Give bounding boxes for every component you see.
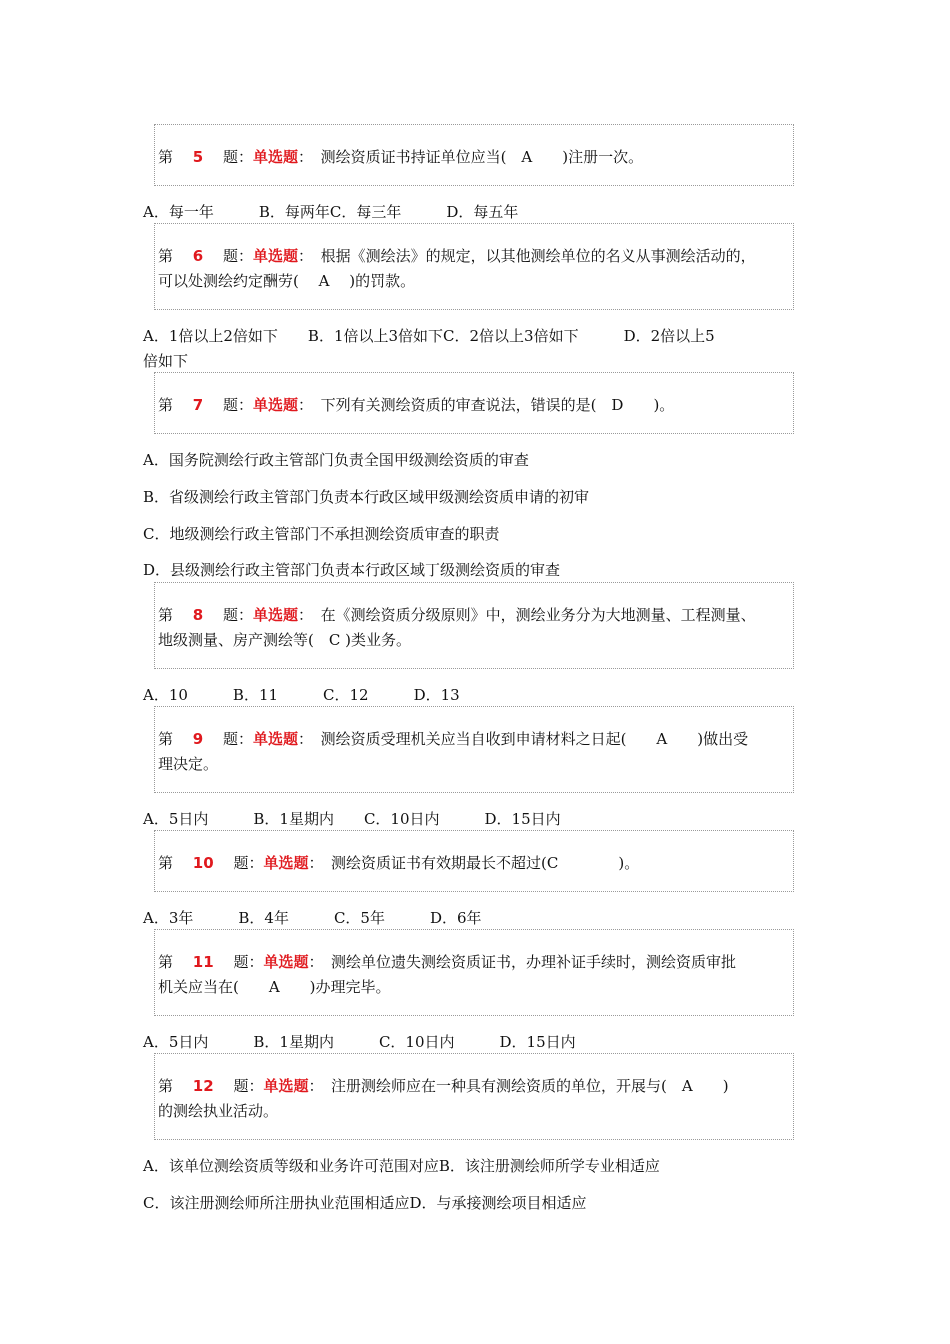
options-line: D．县级测绘行政主管部门负责本行政区域丁级测绘资质的审查 bbox=[143, 561, 561, 579]
question-prefix: 第 bbox=[158, 396, 174, 414]
question-suffix: 题： bbox=[233, 953, 264, 971]
question-text: 测绘资质证书有效期最长不超过(C )。 bbox=[331, 854, 640, 872]
question-suffix: 题： bbox=[223, 606, 254, 624]
question-box-11 bbox=[154, 929, 794, 1016]
question-suffix: 题： bbox=[223, 396, 254, 414]
question-text: 地级测量、房产测绘等( C )类业务。 bbox=[158, 631, 411, 649]
question-box-9 bbox=[154, 706, 794, 793]
options-line: A．每一年 B．每两年C．每三年 D．每五年 bbox=[143, 203, 519, 221]
question-text: 测绘资质证书持证单位应当( A )注册一次。 bbox=[320, 148, 644, 166]
options-line: A．该单位测绘资质等级和业务许可范围对应B．该注册测绘师所学专业相适应 bbox=[143, 1157, 660, 1175]
question-suffix: 题： bbox=[233, 854, 264, 872]
options-line: C．该注册测绘师所注册执业范围相适应D．与承接测绘项目相适应 bbox=[143, 1194, 587, 1212]
question-box-7 bbox=[154, 372, 794, 434]
question-number: 8 bbox=[192, 606, 204, 624]
question-prefix: 第 bbox=[158, 953, 174, 971]
question-box-10 bbox=[154, 830, 794, 892]
options-line: A．5日内 B．1星期内 C．10日内 D．15日内 bbox=[143, 1033, 576, 1051]
question-suffix: 题： bbox=[223, 247, 254, 265]
options-line: A．5日内 B．1星期内 C．10日内 D．15日内 bbox=[143, 810, 561, 828]
question-box-8 bbox=[154, 582, 794, 669]
question-colon: ： bbox=[308, 953, 316, 971]
question-suffix: 题： bbox=[223, 148, 254, 166]
question-text: 可以处测绘约定酬劳( A )的罚款。 bbox=[158, 272, 416, 290]
question-number: 9 bbox=[192, 730, 204, 748]
question-box-12 bbox=[154, 1053, 794, 1140]
question-type: 单选题 bbox=[253, 396, 299, 414]
question-colon: ： bbox=[298, 730, 306, 748]
options-line: A．1倍以上2倍如下 B．1倍以上3倍如下C．2倍以上3倍如下 D．2倍以上5 bbox=[143, 327, 715, 345]
question-prefix: 第 bbox=[158, 1077, 174, 1095]
question-box-5 bbox=[154, 124, 794, 186]
question-number: 6 bbox=[192, 247, 204, 265]
question-text: 在《测绘资质分级原则》中，测绘业务分为大地测量、工程测量、 bbox=[320, 606, 756, 624]
question-suffix: 题： bbox=[223, 730, 254, 748]
question-type: 单选题 bbox=[253, 730, 299, 748]
question-text: 理决定。 bbox=[158, 755, 219, 773]
question-number: 11 bbox=[192, 953, 214, 971]
question-text: 测绘单位遗失测绘资质证书，办理补证手续时，测绘资质审批 bbox=[331, 953, 737, 971]
question-text: 测绘资质受理机关应当自收到申请材料之日起( A )做出受 bbox=[320, 730, 749, 748]
question-text: 注册测绘师应在一种具有测绘资质的单位，开展与( A ) bbox=[331, 1077, 729, 1095]
question-type: 单选题 bbox=[253, 148, 299, 166]
question-type: 单选题 bbox=[263, 953, 309, 971]
options-line: A．国务院测绘行政主管部门负责全国甲级测绘资质的审查 bbox=[143, 451, 529, 469]
question-prefix: 第 bbox=[158, 148, 174, 166]
options-line: A．10 B．11 C．12 D．13 bbox=[143, 686, 460, 704]
question-number: 5 bbox=[192, 148, 204, 166]
options-line: C．地级测绘行政主管部门不承担测绘资质审查的职责 bbox=[143, 525, 500, 543]
question-colon: ： bbox=[298, 148, 306, 166]
options-line: B．省级测绘行政主管部门负责本行政区域甲级测绘资质申请的初审 bbox=[143, 488, 590, 506]
question-type: 单选题 bbox=[253, 247, 299, 265]
question-text: 机关应当在( A )办理完毕。 bbox=[158, 978, 391, 996]
question-box-6 bbox=[154, 223, 794, 310]
question-prefix: 第 bbox=[158, 606, 174, 624]
question-prefix: 第 bbox=[158, 854, 174, 872]
question-colon: ： bbox=[298, 396, 306, 414]
question-type: 单选题 bbox=[263, 854, 309, 872]
question-text: 的测绘执业活动。 bbox=[158, 1102, 279, 1120]
question-prefix: 第 bbox=[158, 730, 174, 748]
question-colon: ： bbox=[308, 854, 316, 872]
question-type: 单选题 bbox=[263, 1077, 309, 1095]
options-line: A．3年 B．4年 C．5年 D．6年 bbox=[143, 909, 482, 927]
question-colon: ： bbox=[308, 1077, 316, 1095]
question-number: 12 bbox=[192, 1077, 214, 1095]
question-suffix: 题： bbox=[233, 1077, 264, 1095]
question-number: 10 bbox=[192, 854, 214, 872]
question-type: 单选题 bbox=[253, 606, 299, 624]
question-colon: ： bbox=[298, 247, 306, 265]
question-colon: ： bbox=[298, 606, 306, 624]
options-line: 倍如下 bbox=[143, 352, 189, 370]
question-text: 根据《测绘法》的规定，以其他测绘单位的名义从事测绘活动的， bbox=[320, 247, 756, 265]
question-text: 下列有关测绘资质的审查说法，错误的是( D )。 bbox=[320, 396, 675, 414]
question-number: 7 bbox=[192, 396, 204, 414]
question-prefix: 第 bbox=[158, 247, 174, 265]
